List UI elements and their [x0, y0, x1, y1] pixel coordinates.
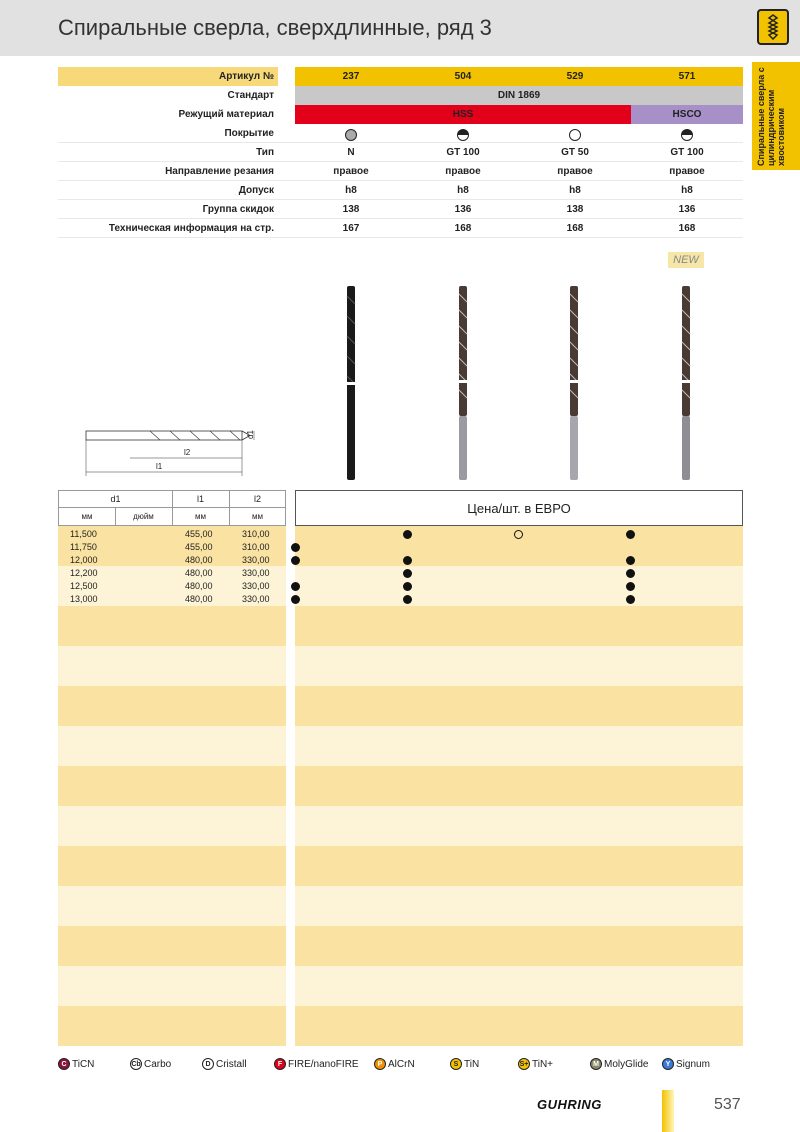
side-tab-label: Спиральные сверла с цилиндрическим хвостовиком [756, 67, 786, 166]
label-type: Тип [256, 147, 274, 158]
direction-value: правое [557, 166, 593, 177]
table-row [58, 554, 743, 567]
coating-badge-icon: F [274, 1058, 286, 1070]
cell-l1: 480,00 [185, 594, 213, 604]
dim-d1-label: d1 [245, 430, 255, 439]
spec-row-info [58, 219, 743, 238]
availability-dot [626, 530, 635, 539]
direction-value: правое [333, 166, 369, 177]
cell-l1: 455,00 [185, 542, 213, 552]
legend-item [202, 1057, 247, 1073]
legend-label: TiN+ [532, 1059, 554, 1070]
legend-item [130, 1057, 171, 1073]
discount-value: 138 [566, 204, 584, 215]
article-value: 504 [454, 71, 472, 82]
legend-item [374, 1057, 415, 1073]
coating-badge-icon: M [590, 1058, 602, 1070]
material-hsco: HSCO [672, 109, 702, 120]
coating-badge-icon: D [202, 1058, 214, 1070]
spec-row-type [58, 143, 743, 162]
dim-l1-label: l1 [156, 462, 163, 471]
availability-dot [403, 569, 412, 578]
cell-l2: 330,00 [242, 555, 270, 565]
info-page-link[interactable]: 168 [678, 223, 696, 234]
availability-dot [291, 543, 300, 552]
unit-mm: мм [252, 512, 263, 521]
legend-label: FIRE/nanoFIRE [288, 1059, 359, 1070]
drill-gt100-image [456, 286, 470, 480]
spec-row-direction [58, 162, 743, 181]
legend-label: Signum [676, 1059, 710, 1070]
table-row [58, 567, 743, 580]
footer-accent-bar [662, 1090, 674, 1132]
legend-label: Cristall [216, 1059, 247, 1070]
type-value: N [347, 147, 355, 158]
label-discount: Группа скидок [202, 204, 274, 215]
coating-half-icon [457, 129, 469, 141]
legend-label: MolyGlide [604, 1059, 649, 1070]
unit-mm: мм [195, 512, 206, 521]
availability-dot [403, 595, 412, 604]
col-d1: d1 [110, 494, 121, 504]
spec-table [58, 67, 743, 238]
section-side-tab[interactable] [752, 62, 800, 170]
legend-item [590, 1057, 648, 1073]
cell-l1: 480,00 [185, 555, 213, 565]
drill-hsco-image [679, 286, 693, 480]
cell-l1: 480,00 [185, 581, 213, 591]
label-coating: Покрытие [224, 128, 274, 139]
page-header [0, 0, 800, 56]
legend-item [274, 1057, 359, 1073]
cell-l2: 310,00 [242, 542, 270, 552]
table-row [58, 580, 743, 593]
cell-l1: 480,00 [185, 568, 213, 578]
label-material: Режущий материал [178, 109, 274, 120]
coating-legend [58, 1057, 743, 1073]
drill-logo-icon [757, 9, 789, 45]
article-value: 529 [566, 71, 584, 82]
cell-d1: 12,000 [70, 555, 98, 565]
legend-item [58, 1057, 94, 1073]
cell-l2: 330,00 [242, 568, 270, 578]
coating-badge-icon: S+ [518, 1058, 530, 1070]
label-article: Артикул № [58, 67, 278, 86]
coating-half-icon [681, 129, 693, 141]
drill-black-image [344, 286, 358, 480]
cell-d1: 12,200 [70, 568, 98, 578]
spec-row-article [58, 67, 743, 86]
legend-item [662, 1057, 710, 1073]
label-tolerance: Допуск [238, 185, 274, 196]
spec-row-coating [58, 124, 743, 143]
cell-l1: 455,00 [185, 529, 213, 539]
label-standard: Стандарт [227, 90, 274, 101]
cell-d1: 11,500 [70, 529, 97, 539]
tolerance-value: h8 [569, 185, 581, 196]
table-row [58, 593, 743, 606]
discount-value: 138 [342, 204, 360, 215]
coating-badge-icon: Cb [130, 1058, 142, 1070]
coating-grey-icon [345, 129, 357, 141]
type-value: GT 50 [561, 147, 589, 158]
type-value: GT 100 [670, 147, 704, 158]
drill-dimension-diagram [80, 418, 260, 478]
direction-value: правое [445, 166, 481, 177]
coating-badge-icon: P [374, 1058, 386, 1070]
cell-l2: 330,00 [242, 594, 270, 604]
discount-value: 136 [454, 204, 472, 215]
tolerance-value: h8 [345, 185, 357, 196]
tolerance-value: h8 [681, 185, 693, 196]
availability-dot [403, 582, 412, 591]
cell-d1: 13,000 [70, 594, 98, 604]
type-value: GT 100 [446, 147, 480, 158]
article-value: 571 [678, 71, 696, 82]
info-page-link[interactable]: 168 [566, 223, 584, 234]
legend-label: AlCrN [388, 1059, 415, 1070]
label-direction: Направление резания [165, 166, 274, 177]
discount-value: 136 [678, 204, 696, 215]
material-hss: HSS [452, 109, 474, 120]
tolerance-value: h8 [457, 185, 469, 196]
availability-dot [291, 582, 300, 591]
availability-dot [403, 530, 412, 539]
coating-badge-icon: S [450, 1058, 462, 1070]
spec-row-standard [58, 86, 743, 105]
page-title: Спиральные сверла, сверхдлинные, ряд 3 [58, 15, 492, 40]
spec-row-discount [58, 200, 743, 219]
price-header: Цена/шт. в ЕВРО [295, 490, 743, 526]
availability-open-dot [514, 530, 523, 539]
coating-badge-icon: Y [662, 1058, 674, 1070]
legend-label: TiN [464, 1059, 480, 1070]
cell-l2: 330,00 [242, 581, 270, 591]
info-page-link[interactable]: 168 [454, 223, 472, 234]
unit-mm: мм [81, 512, 93, 521]
col-l2: l2 [253, 494, 261, 504]
brand-logo: GUHRING [537, 1097, 602, 1112]
new-badge: NEW [668, 252, 704, 268]
dim-l2-label: l2 [184, 448, 191, 457]
legend-label: Carbo [144, 1059, 172, 1070]
availability-dot [626, 556, 635, 565]
direction-value: правое [669, 166, 705, 177]
dimension-table-header [58, 490, 286, 526]
info-page-link[interactable]: 167 [342, 223, 360, 234]
availability-dot [626, 582, 635, 591]
coating-badge-icon: C [58, 1058, 70, 1070]
cell-d1: 12,500 [70, 581, 98, 591]
table-row [58, 528, 743, 541]
table-row [58, 541, 743, 554]
cell-d1: 11,750 [70, 542, 97, 552]
col-l1: l1 [196, 494, 204, 504]
label-info: Техническая информация на стр. [108, 223, 274, 234]
unit-inch: дюйм [133, 512, 154, 521]
availability-dot [626, 569, 635, 578]
legend-label: TiCN [72, 1059, 95, 1070]
availability-dot [291, 556, 300, 565]
availability-dot [403, 556, 412, 565]
legend-item [450, 1057, 479, 1073]
article-value: 237 [342, 71, 360, 82]
spec-row-material [58, 105, 743, 124]
page-number: 537 [714, 1096, 741, 1113]
spec-row-tolerance [58, 181, 743, 200]
legend-item [518, 1057, 553, 1073]
standard-value: DIN 1869 [497, 90, 541, 101]
cell-l2: 310,00 [242, 529, 270, 539]
drill-gt50-image [567, 286, 581, 480]
availability-dot [626, 595, 635, 604]
coating-none-icon [569, 129, 581, 141]
availability-dot [291, 595, 300, 604]
